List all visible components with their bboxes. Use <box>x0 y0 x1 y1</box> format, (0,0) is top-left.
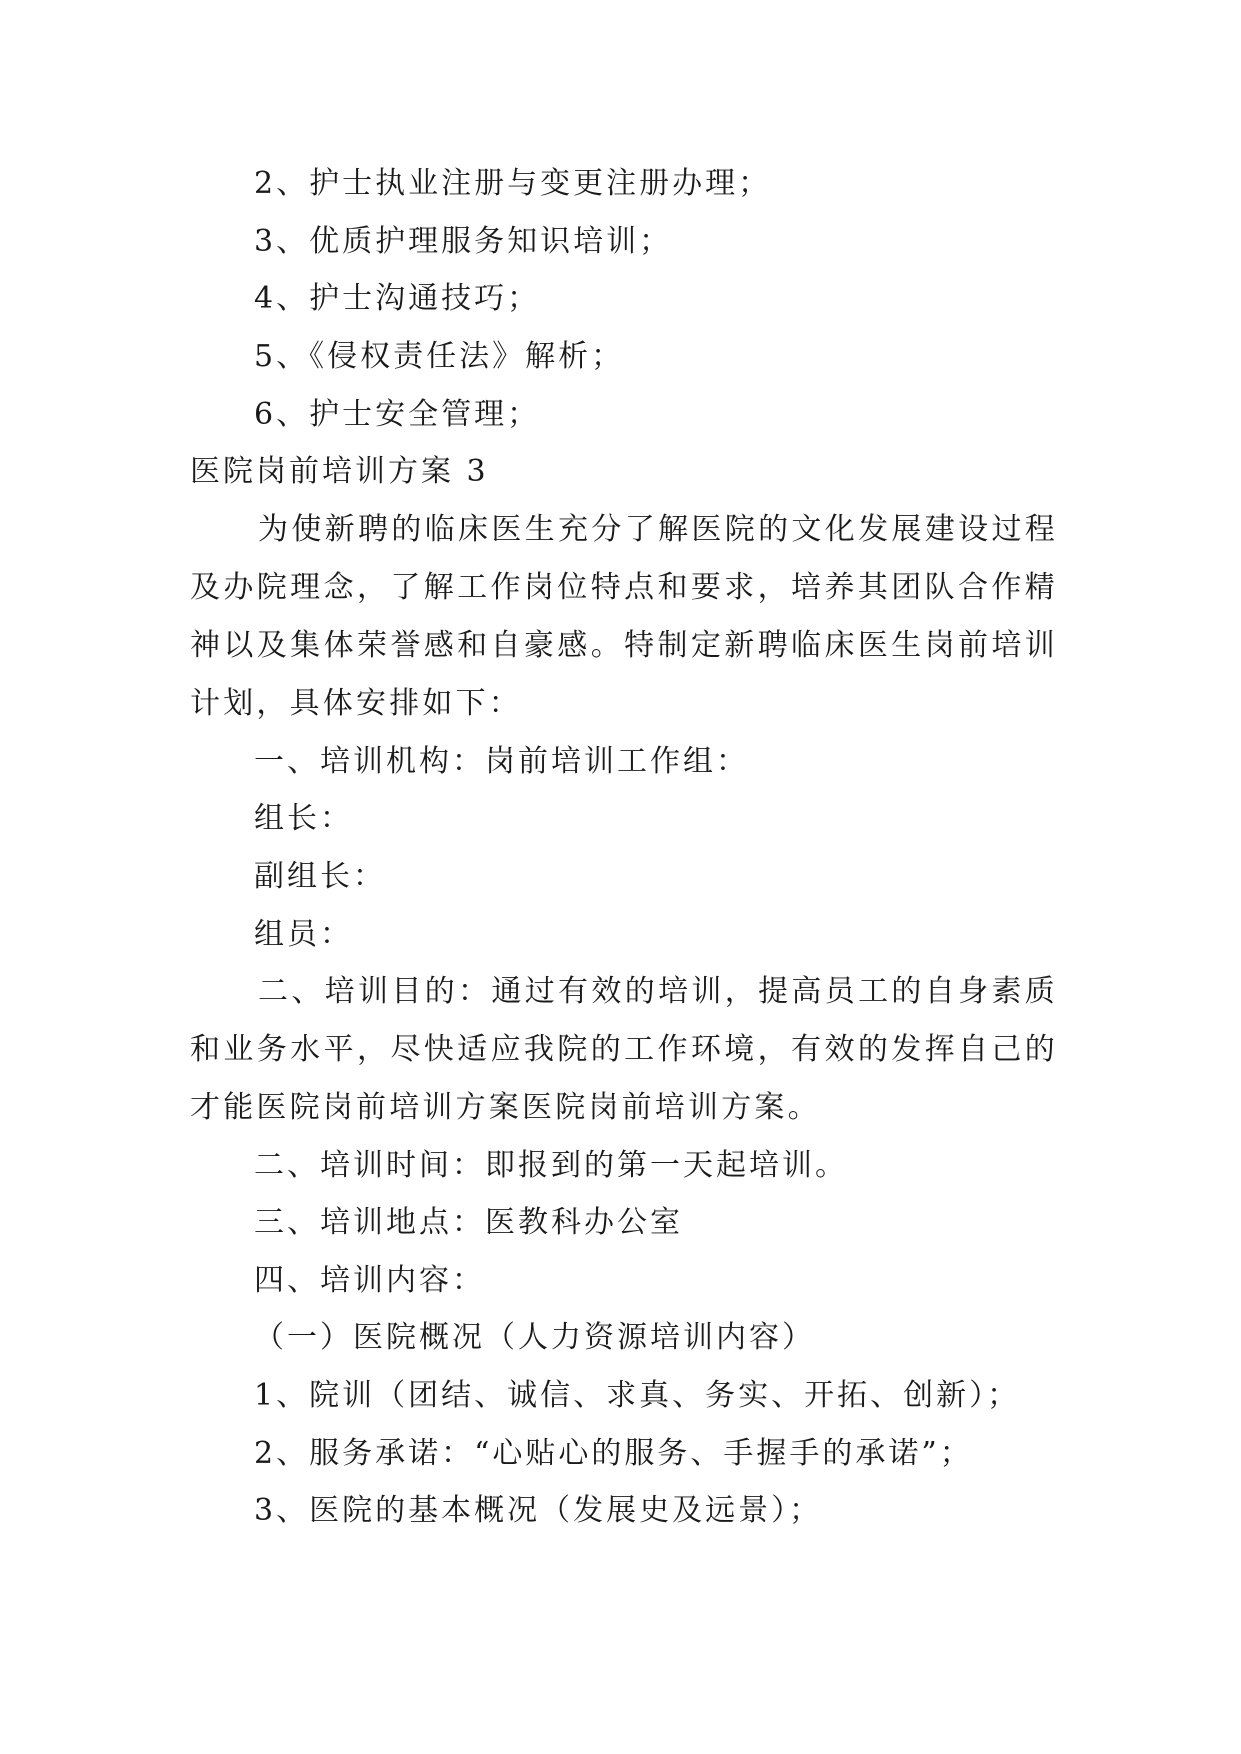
list-item: 3、医院的基本概况（发展史及远景）； <box>254 1493 823 1528</box>
list-item: 2、护士执业注册与变更注册办理； <box>254 166 772 201</box>
list-item: 2、服务承诺：“心贴心的服务、手握手的承诺”； <box>254 1436 973 1471</box>
training-content-heading: 四、培训内容： <box>254 1263 485 1298</box>
list-item: 4、护士沟通技巧； <box>254 281 541 316</box>
list-item: 6、护士安全管理； <box>254 397 541 432</box>
purpose-paragraph: 二、培训目的：通过有效的培训，提高员工的自身素质和业务水平，尽快适应我院的工作环境，有效的发挥自己的才能医院岗前培训方案医院岗前培训方案。 <box>190 974 1058 1125</box>
group-leader-line: 组长： <box>254 801 353 836</box>
organization-heading: 一、培训机构：岗前培训工作组： <box>254 744 749 779</box>
section-title: 医院岗前培训方案 3 <box>190 454 489 489</box>
training-time-line: 二、培训时间：即报到的第一天起培训。 <box>254 1148 848 1183</box>
hospital-overview-subheading: （一）医院概况（人力资源培训内容） <box>254 1320 815 1355</box>
members-line: 组员： <box>254 917 353 952</box>
training-location-line: 三、培训地点：医教科办公室 <box>254 1205 683 1240</box>
deputy-leader-line: 副组长： <box>254 859 386 894</box>
list-item: 3、优质护理服务知识培训； <box>254 224 673 259</box>
list-item: 5、《侵权责任法》解析； <box>254 339 625 374</box>
intro-paragraph: 为使新聘的临床医生充分了解医院的文化发展建设过程及办院理念，了解工作岗位特点和要求，培养其团队合作精神以及集体荣誉感和自豪感。特制定新聘临床医生岗前培训计划，具体安排如下： <box>190 512 1058 721</box>
list-item: 1、院训（团结、诚信、求真、务实、开拓、创新）； <box>254 1378 1021 1413</box>
